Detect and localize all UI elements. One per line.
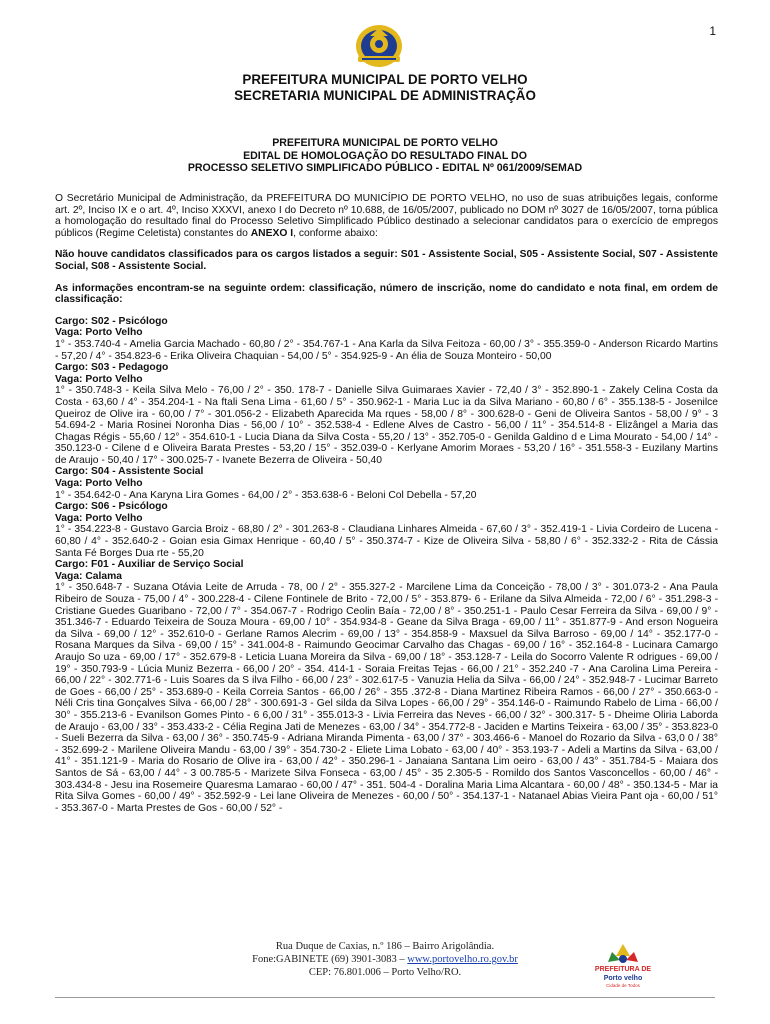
document-body (55, 193, 718, 814)
classification-list: 1° - 350.648-7 - Suzana Otávia Leite de Arruda - 78, 00 / 2° - 355.327-2 - Marcilene Lima da Conceição - 78,00 / 3° - 301.073-2 - Ana Paula Ribeiro de Souza - 75,00 / 4° - 300.228-4 - Cilene Fontinele de Brito - 72,00 / 5° - 353.879- 6 - Erilane da Silva Almeida - 72,00 / 6° - 351.298-3 - Cristiane Guedes Guaribano - 72,00 / 7° - 354.067-7 - Rodrigo Ceolin Baía - 72,00 / 8° - 350.251-1 - Paulo Cesar Ferreira da Silva - 69,00 / 9° - 351.346-7 - Eduardo Teixeira de Souza Moura - 69,00 / 10° - 354.934-8 - Geane da Silva Braga - 69,00 / 11° - 351.877-9 - And erson Nogueira da Silva - 69,00 / 12° - 352.610-0 - Gerlane Ramos Alecrim - 69,00 / 13° - 354.858-9 - Maxsuel da Silva Barroso - 69,00 / 14° - 352.177-0 - Rosana Marques da Silva - 69,00 / 15° - 341.004-8 - Raimundo Geocimar Carvalho das Chagas - 69,00 / 16° - 352.164-8 - Lucinara Camargo Araujo So uza - 69,00 / 17° - 352.679-8 - Leticia Luana Moreira da Silva - 69,00 / 18° - 353.128-7 - Leila do Socorro Valente R odrigues - 69,00 / 19° - 350.793-9 - Lúcia Muniz Bezerra - 66,00 / 20° - 354. 414-1 - Soraia Freitas Tejas - 66,00 / 21° - 352.240 -7 - Ana Carolina Lima Pereira - 66,00 / 22° - 302.771-6 - Luis Soares da S ilva Filho - 66,00 / 23° - 302.617-5 - Vanuzia Helia da Silva - 66,00 / 24° - 352.948-7 - Lucimar Barreto de Goes - 66,00 / 25° - 353.689-0 - Keila Correia Santos - 66,00 / 26° - 355 .372-8 - Diana Martinez Ribeira Ramos - 66,00 / 27° - 350.663-0 - Néli Cris tina Gonçalves Silva - 66,00 / 28° - 300.691-3 - Gel silda da Silva Lopes - 66,00 / 29° - 354.146-0 - Raimundo Rabelo de Lima - 66,00 / 30° - 355.213-6 - Evanilson Gomes Pinto - 6 6,00 / 31° - 355.013-3 - Livia Ferreira das Neves - 66,00 / 32° - 300.317- 5 - Dheime Oliria Laborda de Araujo - 63,00 / 33° - 353.433-2 - Célia Regina Jati de Menezes - 63,00 / 34° - 354.772-8 - Jaciden e Martins Teixeira - 63,00 / 35° - 353.823-0 - Sueli Bezerra da Silva - 63,00 / 36° - 350.745-9 - Adriana Miranda Pimenta - 63,00 / 37° - 303.466-6 - Manoel do Rozario da Silva - 63,0 0 / 38° - 352.699-2 - Marilene Oliveira Mandu - 63,00 / 39° - 354.730-2 - Eliete Lima Lobato - 63,00 / 40° - 353.193-7 - Adeli a Martins da Silva - 63,00 / 41° - 351.121-9 - Maria do Rosario de Olive ira - 63,00 / 42° - 350.296-1 - Janaiana Santana Lim oeiro - 63,00 / 43° - 351.784-5 - Maiara dos Santos de Sá - 63,00 / 44° - 3 00.785-5 - Marizete Silva Fonseca - 63,00 / 45° - 35 2.305-5 - Romildo dos Santos Vasconcellos - 60,00 / 46° - 303.434-8 - Jesu ina Rosemeire Quaresma Lamarao - 60,00 / 47° - 351. 504-4 - Doralina Maria Lima Alcantara - 60,00 / 48° - 350.134-5 - Mar ia Rita Silva Gomes - 60,00 / 49° - 352.592-9 - Lei lane Oliveira de Menezes - 60,00 / 50° - 354.137-1 - Natanael Abias Vieira Pant oja - 60,00 / 51° - 353.367-0 - Marta Prestes de Gos - 60,00 / 52° - (55, 582, 718, 814)
vaga-title: Vaga: Porto Velho (55, 373, 143, 385)
section-s02 (55, 316, 718, 362)
edital-line-3: PROCESSO SELETIVO SIMPLIFICADO PÚBLICO - EDITAL Nº 061/2009/SEMAD (187, 162, 583, 174)
vaga-title: Vaga: Porto Velho (55, 327, 143, 339)
cargo-title: Cargo: S02 - Psicólogo (55, 315, 168, 327)
vaga-title: Vaga: Porto Velho (55, 512, 143, 524)
footer-divider (55, 997, 715, 998)
classification-list: 1° - 353.740-4 - Amelia Garcia Machado - 60,80 / 2° - 354.767-1 - Ana Karla da Silva Feitoza - 60,00 / 3° - 355.359-0 - Anderson Ricardo Martins - 57,20 / 4° - 354.823-6 - Erika Oliveira Chaquian - 54,00 / 5° - 354.925-9 - An élia de Souza Monteiro - 50,00 (55, 338, 718, 362)
cargo-title: Cargo: F01 - Auxiliar de Serviço Social (55, 559, 244, 571)
footer-phone-line (140, 953, 630, 966)
annex-reference: ANEXO I (250, 227, 294, 239)
classification-list: 1° - 350.748-3 - Keila Silva Melo - 76,00 / 2° - 350. 178-7 - Danielle Silva Guimaraes Xavier - 72,40 / 3° - 352.890-1 - Zakely Celina Costa da Costa - 63,60 / 4° - 354.204-1 - Na ftali Sena Lima - 61,60 / 5° - 350.962-1 - Maria Luc ia da Silva Mariano - 60,80 / 6° - 355.138-5 - Josenilce Queiroz de Olive ira - 60,00 / 7° - 301.056-2 - Elizabeth Aparecida Ma rques - 58,00 / 8° - 300.628-0 - Geni de Oliveira Santos - 58,00 / 9° - 3 54.694-2 - Maria Rosinei Noronha Dias - 56,00 / 10° - 352.538-4 - Edlene Alves de Castro - 56,00 / 11° - 354.514-8 - Elizângel a Maria das Chagas Régis - 55,60 / 12° - 354.610-1 - Lucia Diana da Silva Costa - 55,20 / 13° - 352.705-0 - Genilda Galdino d e Lima Mourato - 54,00 / 14° - 350.123-0 - Cilene d e Oliveira Barata Prestes - 53,20 / 15° - 352.039-0 - Kerlyane Amorim Moraes - 53,20 / 16° - 351.558-3 - Euzilany Martins de Araujo - 50,40 / 17° - 300.025-7 - Ivanete Bezerra de Oliveira - 50,40 (55, 385, 718, 466)
cargo-title: Cargo: S03 - Pedagogo (55, 362, 169, 374)
classification-list: 1° - 354.642-0 - Ana Karyna Lira Gomes - 64,00 / 2° - 353.638-6 - Beloni Col Debella - 57,20 (55, 489, 477, 501)
page-number: 1 (709, 24, 716, 38)
cargo-title: Cargo: S04 - Assistente Social (55, 466, 204, 478)
logo-text: PREFEITURA DE (594, 966, 652, 973)
section-s03 (55, 362, 718, 466)
order-info-paragraph: As informações encontram-se na seguinte ordem: classificação, número de inscrição, nome do candidato e nota final, em ordem de classificação: (55, 282, 718, 306)
vaga-title: Vaga: Porto Velho (55, 478, 143, 490)
footer-address: Rua Duque de Caxias, n.º 186 – Bairro Arigolândia. (275, 941, 495, 952)
logo-tagline: Cidade de Todos (606, 983, 640, 988)
edital-heading (40, 137, 730, 175)
intro-paragraph (55, 193, 718, 239)
header-subtitle: SECRETARIA MUNICIPAL DE ADMINISTRAÇÃO (234, 88, 536, 103)
coat-of-arms-logo (354, 22, 404, 70)
edital-line-2: EDITAL DE HOMOLOGAÇÃO DO RESULTADO FINAL DO (243, 149, 527, 162)
header-block (40, 72, 730, 104)
classification-list: 1° - 354.223-8 - Gustavo Garcia Broiz - 68,80 / 2° - 301.263-8 - Claudiana Linhares Almeida - 67,60 / 3° - 352.419-1 - Livia Cordeiro de Lucena - 60,80 / 4° - 352.640-2 - Goian esia Gimax Henrique - 60,40 / 5° - 350.374-7 - Kize de Oliveira Silva - 58,80 / 6° - 352.332-2 - Rita de Cássia Santa Fé Borges Dua rte - 55,20 (55, 524, 718, 559)
website-link[interactable]: www.portovelho.ro.gov.br (407, 954, 518, 965)
edital-line-1: PREFEITURA MUNICIPAL DE PORTO VELHO (272, 137, 498, 149)
section-s04 (55, 466, 718, 501)
footer-address-block (140, 940, 630, 979)
prefeitura-logo (590, 942, 656, 992)
intro-text: O Secretário Municipal de Administração, da PREFEITURA DO MUNICÍPIO DE PORTO VELHO, no uso de suas atribuições legais, conforme art. 2º, Inciso IX e o art. 4º, Inciso XXXVI, anexo I do Decreto nº 10.688, de 16/05/2007, publicado no DOM nº 3027 de 16/05/2007, torna pública a homologação do resultado final do Processo Seletivo Simplificado Público destinado a selecionar candidatos para o exercício de empregos públicos (Regime Celetista) constantes do (55, 193, 718, 239)
intro-tail: , conforme abaixo: (293, 227, 378, 239)
header-title: PREFEITURA MUNICIPAL DE PORTO VELHO (242, 72, 528, 87)
footer-phone: Fone:GABINETE (69) 3901-3083 – (252, 954, 408, 965)
footer-cep: CEP: 76.801.006 – Porto Velho/RO. (308, 967, 462, 978)
cargo-title: Cargo: S06 - Psicólogo (55, 501, 168, 513)
section-s06 (55, 501, 718, 559)
no-candidates-paragraph: Não houve candidatos classificados para os cargos listados a seguir: S01 - Assistente Social, S05 - Assistente Social, S07 - Assistente Social, S08 - Assistente Social. (55, 249, 718, 272)
logo-subtext: Porto velho (603, 975, 643, 982)
section-f01 (55, 559, 718, 814)
vaga-title: Vaga: Calama (55, 570, 122, 582)
